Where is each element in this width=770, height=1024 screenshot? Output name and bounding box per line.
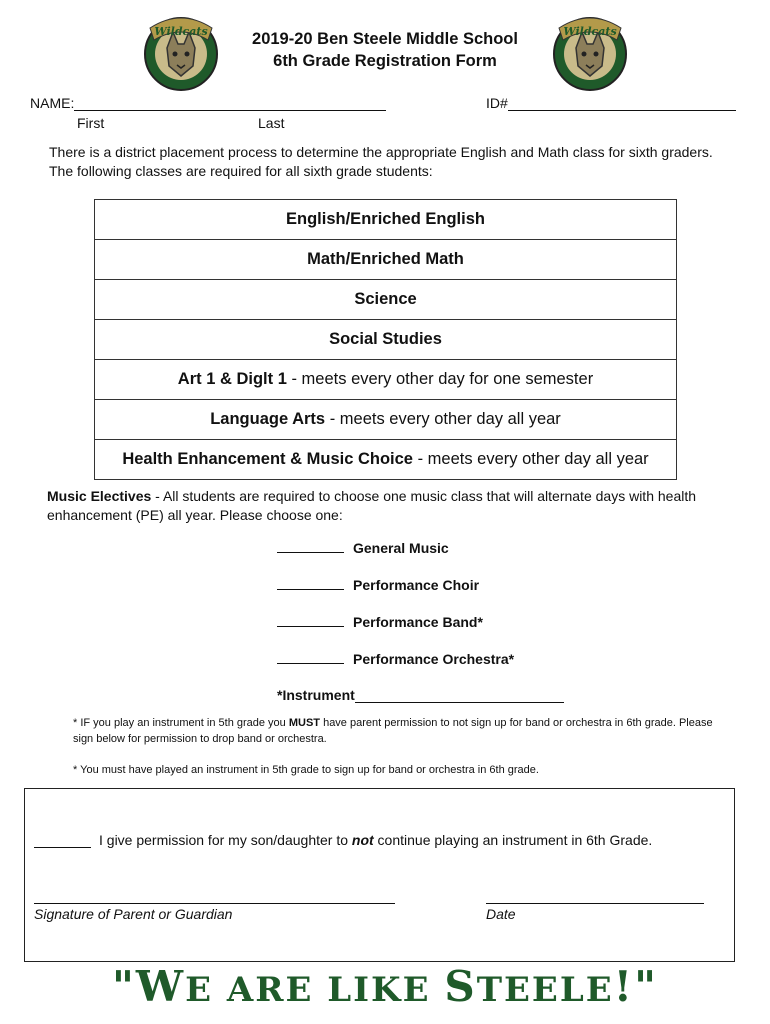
table-row [95, 240, 677, 280]
class-detail: - meets every other day all year [412, 450, 649, 468]
table-row [95, 200, 677, 240]
note-instrument-requirement: * You must have played an instrument in 5th grade to sign up for band or orchestra in 6th grade. [73, 764, 539, 776]
slogan: "WE ARE LIKE STEELE!" [112, 962, 658, 1011]
required-classes-table [94, 199, 677, 480]
option-label: General Music [353, 540, 449, 556]
svg-text:Wildcats: Wildcats [154, 25, 208, 38]
class-detail: - meets every other day all year [325, 410, 561, 428]
music-electives-paragraph [47, 487, 727, 525]
signature-line[interactable] [34, 903, 395, 904]
id-label: ID# [486, 95, 508, 111]
class-name: Art 1 & Diglt 1 [177, 370, 287, 388]
class-cell [95, 240, 677, 280]
date-label: Date [486, 906, 516, 922]
form-title [200, 28, 570, 72]
class-name: Math/Enriched Math [307, 250, 464, 268]
date-line[interactable] [486, 903, 704, 904]
choice-blank[interactable] [277, 540, 344, 553]
class-cell [95, 360, 677, 400]
choice-blank[interactable] [277, 577, 344, 590]
permission-initial-blank[interactable] [34, 835, 91, 848]
option-label: Performance Choir [353, 577, 480, 593]
electives-text: - All students are required to choose one music class that will alternate days with health enhancement (PE) all year. Please choose one: [47, 488, 697, 523]
class-detail: - meets every other day for one semester [286, 370, 594, 388]
class-cell [95, 280, 677, 320]
last-label: Last [258, 115, 285, 131]
option-performance-orchestra[interactable] [277, 651, 514, 667]
class-cell [95, 440, 677, 480]
permission-statement[interactable]: I give permission for my son/daughter to not continue playing an instrument in 6th Grade. [34, 832, 652, 848]
title-line-1: 2019-20 Ben Steele Middle School [252, 30, 518, 48]
table-row [95, 360, 677, 400]
electives-heading: Music Electives [47, 488, 152, 504]
option-performance-band[interactable] [277, 614, 483, 630]
name-field[interactable] [30, 95, 386, 111]
name-input-line[interactable] [74, 96, 386, 111]
instrument-label: *Instrument [277, 687, 355, 703]
svg-text:Wildcats: Wildcats [563, 25, 617, 38]
class-name: English/Enriched English [286, 210, 485, 228]
option-performance-choir[interactable] [277, 577, 479, 593]
option-general-music[interactable] [277, 540, 449, 556]
class-name: Social Studies [329, 330, 442, 348]
table-row [95, 280, 677, 320]
name-label: NAME: [30, 95, 75, 111]
choice-blank[interactable] [277, 614, 344, 627]
permission-box [24, 788, 735, 962]
first-label: First [77, 115, 105, 131]
id-input-line[interactable] [508, 96, 736, 111]
note-must-permission: * IF you play an instrument in 5th grade you MUST have parent permission to not sign up for band or orchestra in 6th grade. Please sign below for permission to drop band or orchestra. [73, 717, 713, 745]
class-cell [95, 320, 677, 360]
id-field[interactable] [486, 95, 736, 111]
choice-blank[interactable] [277, 651, 344, 664]
option-label: Performance Orchestra* [353, 651, 515, 667]
option-label: Performance Band* [353, 614, 483, 630]
table-row [95, 400, 677, 440]
table-row [95, 440, 677, 480]
class-name: Health Enhancement & Music Choice [122, 450, 413, 468]
table-row [95, 320, 677, 360]
instrument-input-line[interactable] [355, 690, 564, 703]
instrument-field[interactable] [277, 687, 564, 703]
signature-label: Signature of Parent or Guardian [34, 906, 233, 922]
class-cell [95, 400, 677, 440]
title-line-2: 6th Grade Registration Form [273, 52, 497, 70]
intro-paragraph: There is a district placement process to determine the appropriate English and Math class for sixth graders. The following classes are required for all sixth grade students: [49, 144, 713, 179]
class-name: Language Arts [210, 410, 326, 428]
class-name: Science [354, 290, 417, 308]
class-cell [95, 200, 677, 240]
